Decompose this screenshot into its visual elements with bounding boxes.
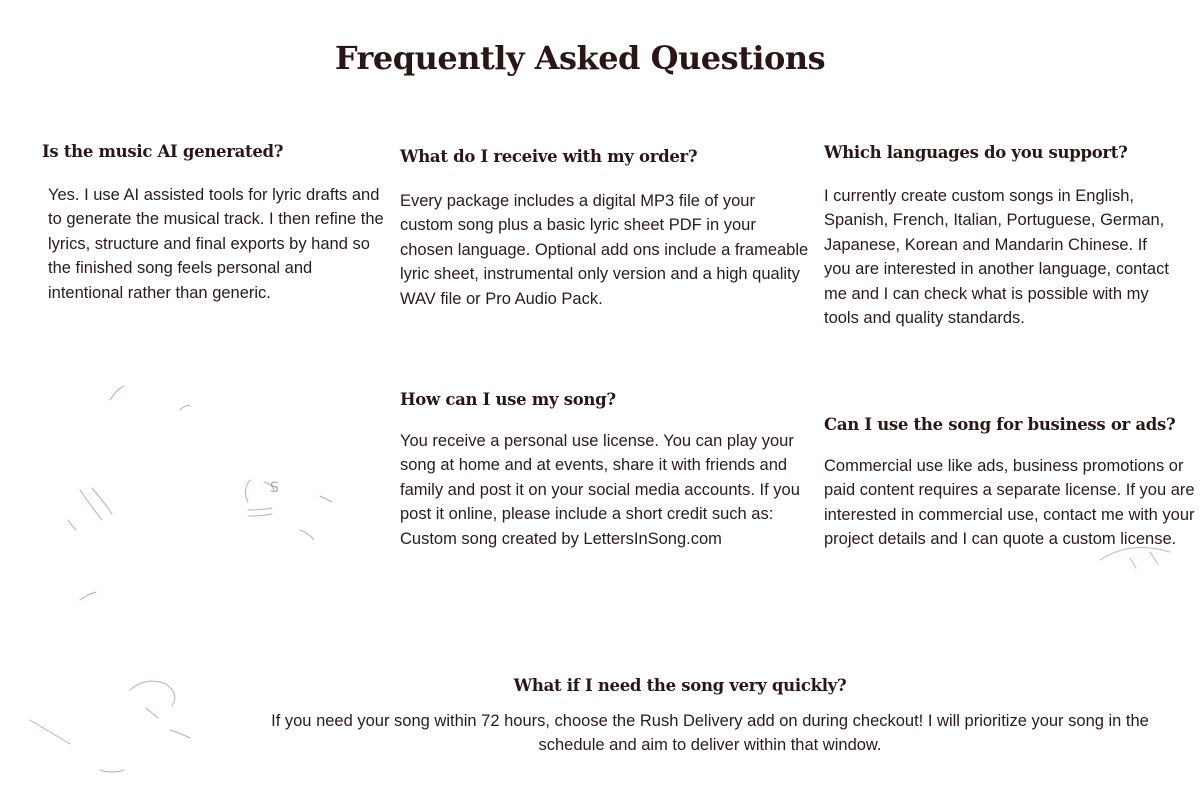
svg-text:S: S <box>270 480 279 496</box>
faq-question: Is the music AI generated? <box>42 142 284 161</box>
faq-question: Which languages do you support? <box>824 143 1128 162</box>
faq-answer: Yes. I use AI assisted tools for lyric drafts and to generate the musical track. I then refine the lyrics, structure and final exports by hand so the finished song feels personal and intentional rather than generic. <box>48 186 384 302</box>
faq-question: What if I need the song very quickly? <box>513 676 847 695</box>
faq-item-languages <box>824 143 1174 330</box>
faq-item-ai-generated <box>42 142 387 305</box>
faq-answer: Every package includes a digital MP3 file of your custom song plus a basic lyric sheet PDF in your chosen language. Optional add ons include a frameable lyric sheet, instrumental only version and a high quality WAV file or Pro Audio Pack. <box>400 192 809 308</box>
faq-question: How can I use my song? <box>400 390 616 409</box>
faq-item-order-contents <box>400 147 810 311</box>
faq-item-song-usage <box>400 390 800 551</box>
faq-answer: I currently create custom songs in English, Spanish, French, Italian, Portuguese, German, Japanese, Korean and Mandarin Chinese. If you are interested in another language, contact me and I can check what is possible with my tools and quality standards. <box>824 187 1169 328</box>
faq-question: What do I receive with my order? <box>400 147 698 166</box>
faq-question: Can I use the song for business or ads? <box>824 415 1176 434</box>
faq-answer: You receive a personal use license. You can play your song at home and at events, share it with friends and family and post it on your social media accounts. If you post it online, please include a short credit such as: Custom song created by LettersInSong.com <box>400 432 800 548</box>
faq-answer: Commercial use like ads, business promotions or paid content requires a separate license. If you are interested in commercial use, contact me with your project details and I can quote a custom license. <box>824 457 1195 549</box>
page-title: Frequently Asked Questions <box>334 39 826 78</box>
faq-item-business-use <box>824 415 1200 552</box>
faq-answer: If you need your song within 72 hours, choose the Rush Delivery add on during checkout! I will prioritize your song in the schedule and aim to deliver within that window. <box>271 712 1149 755</box>
faq-item-rush-delivery <box>200 676 1200 758</box>
